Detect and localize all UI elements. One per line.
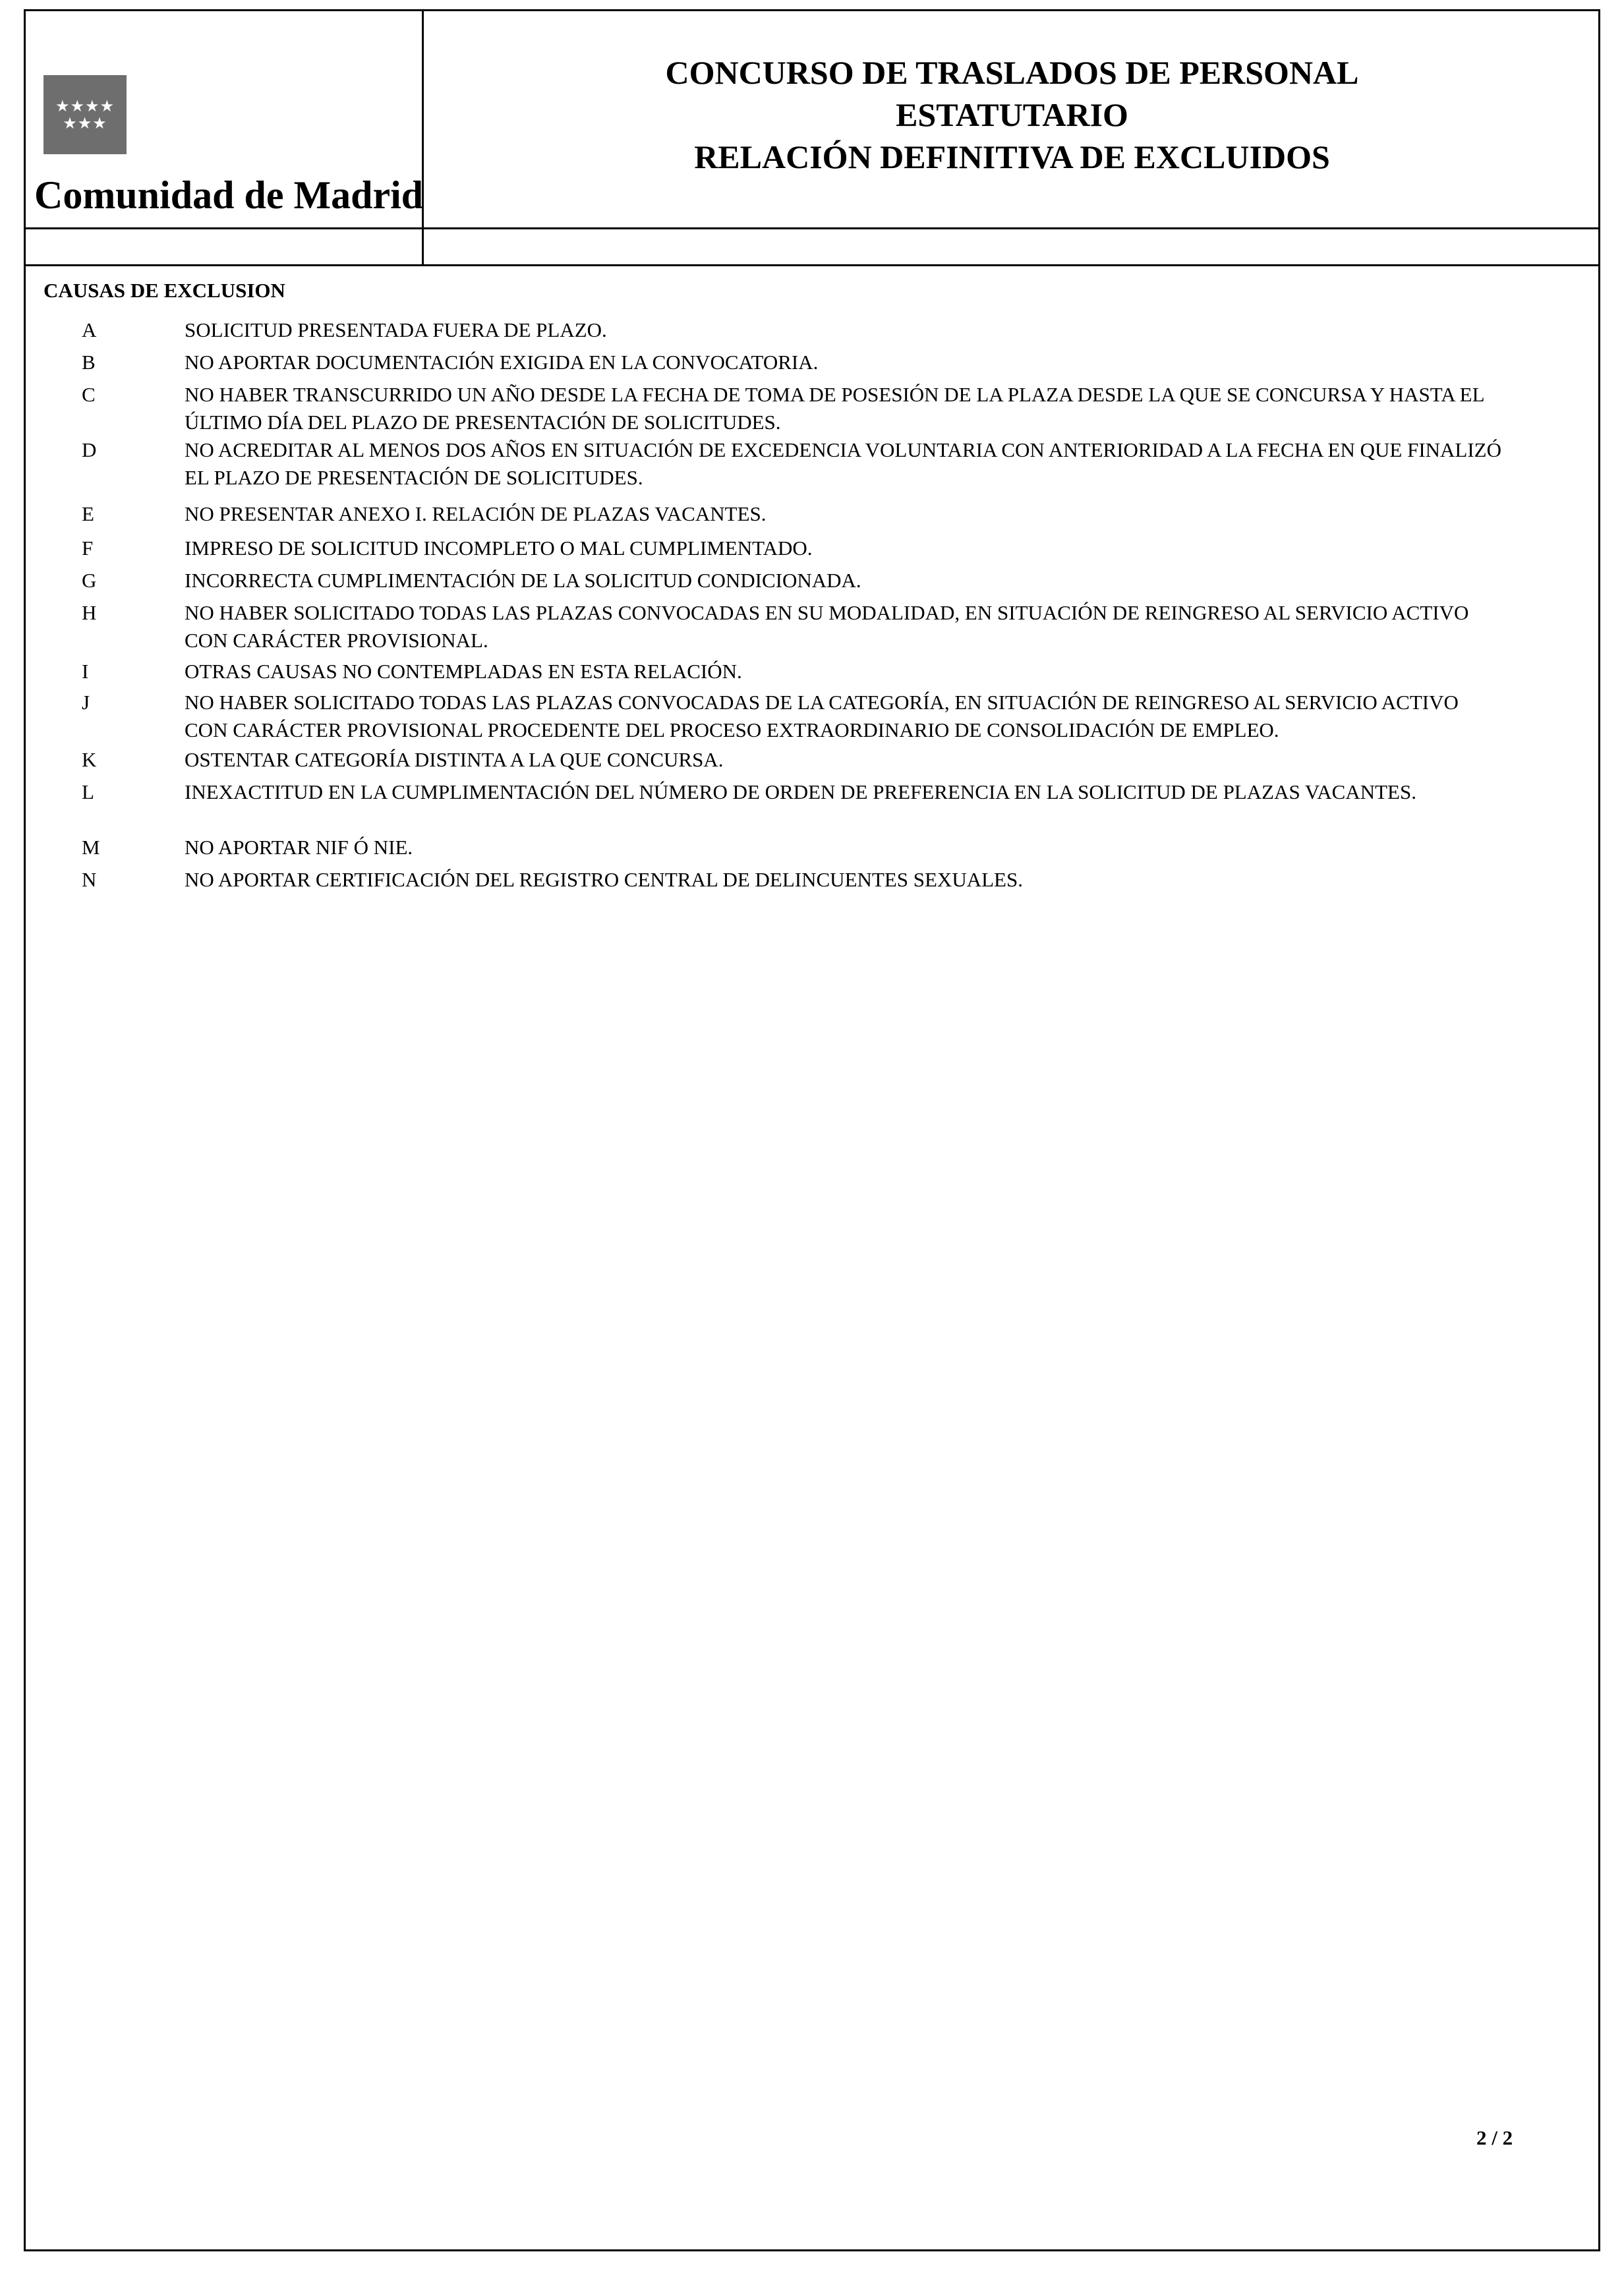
- section-heading: CAUSAS DE EXCLUSION: [44, 279, 285, 302]
- cause-text: OSTENTAR CATEGORÍA DISTINTA A LA QUE CONCURSA.: [185, 748, 724, 771]
- document-title: [424, 51, 1600, 178]
- cause-code: C: [82, 383, 96, 406]
- cause-text: IMPRESO DE SOLICITUD INCOMPLETO O MAL CUMPLIMENTADO.: [185, 536, 813, 560]
- cause-code: B: [82, 351, 96, 374]
- cause-code: I: [82, 660, 89, 683]
- logo-stars-top: ★★★★: [55, 97, 115, 115]
- cause-code: D: [82, 438, 97, 461]
- cause-code: G: [82, 569, 97, 592]
- cause-text: NO HABER SOLICITADO TODAS LAS PLAZAS CONVOCADAS EN SU MODALIDAD, EN SITUACIÓN DE REINGRESO AL SERVICIO ACTIVO CON CARÁCTER PROVISIONAL.: [185, 601, 1469, 652]
- cause-code: F: [82, 536, 94, 560]
- cause-code: L: [82, 780, 94, 803]
- cause-text: NO PRESENTAR ANEXO I. RELACIÓN DE PLAZAS VACANTES.: [185, 502, 767, 525]
- cause-text: OTRAS CAUSAS NO CONTEMPLADAS EN ESTA RELACIÓN.: [185, 660, 742, 683]
- cause-code: K: [82, 748, 97, 771]
- cause-text: SOLICITUD PRESENTADA FUERA DE PLAZO.: [185, 318, 607, 341]
- page-frame: [24, 9, 1600, 2251]
- cause-text: INEXACTITUD EN LA CUMPLIMENTACIÓN DEL NÚMERO DE ORDEN DE PREFERENCIA EN LA SOLICITUD DE PLAZAS VACANTES.: [185, 780, 1416, 803]
- cause-text: NO ACREDITAR AL MENOS DOS AÑOS EN SITUACIÓN DE EXCEDENCIA VOLUNTARIA CON ANTERIORIDAD A LA FECHA EN QUE FINALIZÓ EL PLAZO DE PRESENTACIÓN DE SOLICITUDES.: [185, 438, 1502, 489]
- cause-code: M: [82, 836, 100, 859]
- logo-stars-bottom: ★★★: [63, 114, 107, 132]
- cause-code: A: [82, 318, 97, 341]
- header-divider: [24, 227, 1600, 229]
- cause-code: E: [82, 502, 94, 525]
- cause-text: NO APORTAR DOCUMENTACIÓN EXIGIDA EN LA CONVOCATORIA.: [185, 351, 819, 374]
- cause-text: NO HABER SOLICITADO TODAS LAS PLAZAS CONVOCADAS DE LA CATEGORÍA, EN SITUACIÓN DE REINGRESO AL SERVICIO ACTIVO CON CARÁCTER PROVISIONAL PROCEDENTE DEL PROCESO EXTRAORDINARIO DE CONSOLIDACIÓN DE EMPLEO.: [185, 691, 1459, 741]
- header-subrow-cell-divider: [422, 227, 424, 266]
- header-subrow-divider: [24, 264, 1600, 266]
- cause-code: H: [82, 601, 97, 624]
- cause-code: J: [82, 691, 90, 714]
- title-line-1: CONCURSO DE TRASLADOS DE PERSONAL: [665, 54, 1359, 91]
- title-line-2: ESTATUTARIO: [896, 96, 1128, 133]
- cause-text: INCORRECTA CUMPLIMENTACIÓN DE LA SOLICITUD CONDICIONADA.: [185, 569, 861, 592]
- organization-name: Comunidad de Madrid: [34, 173, 424, 217]
- madrid-logo: [44, 75, 127, 154]
- cause-code: N: [82, 868, 97, 891]
- title-line-3: RELACIÓN DEFINITIVA DE EXCLUIDOS: [694, 138, 1330, 175]
- cause-text: NO APORTAR CERTIFICACIÓN DEL REGISTRO CENTRAL DE DELINCUENTES SEXUALES.: [185, 868, 1023, 891]
- page-number: 2 / 2: [1476, 2126, 1513, 2149]
- cause-text: NO HABER TRANSCURRIDO UN AÑO DESDE LA FECHA DE TOMA DE POSESIÓN DE LA PLAZA DESDE LA QUE SE CONCURSA Y HASTA EL ÚLTIMO DÍA DEL PLAZO DE PRESENTACIÓN DE SOLICITUDES.: [185, 383, 1484, 434]
- cause-text: NO APORTAR NIF Ó NIE.: [185, 836, 413, 859]
